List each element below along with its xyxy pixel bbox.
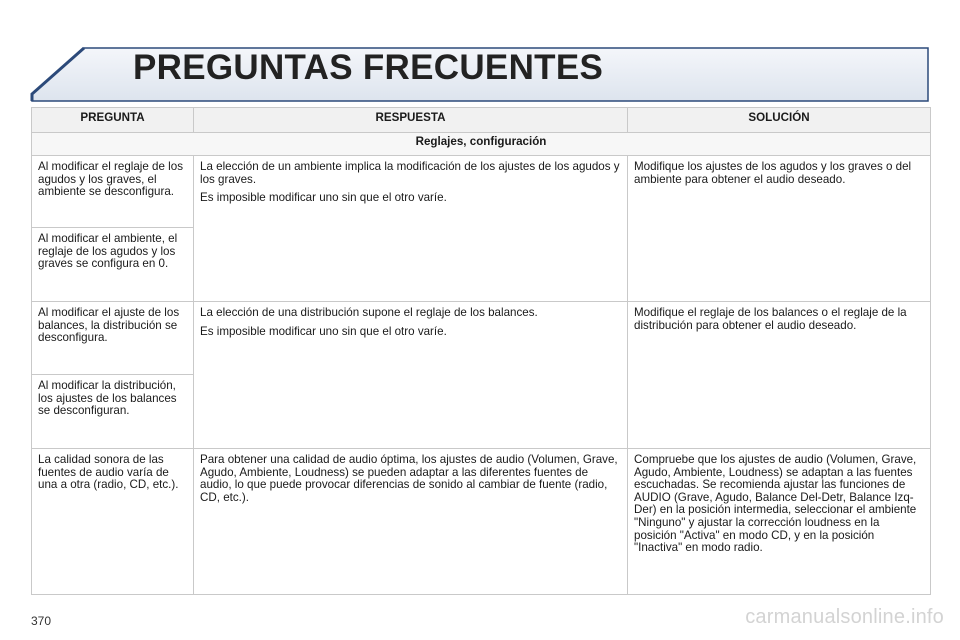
answer-text: La elección de un ambiente implica la modificación de los ajustes de los agudos y los graves. xyxy=(200,160,620,186)
answer-text: Es imposible modificar uno sin que el otro varíe. xyxy=(200,324,447,338)
column-header-solution: SOLUCIÓN xyxy=(628,108,931,133)
section-row xyxy=(32,133,931,156)
answer-text: Es imposible modificar uno sin que el otro varíe. xyxy=(200,191,447,205)
answer-cell xyxy=(194,156,628,302)
column-header-answer: RESPUESTA xyxy=(194,108,628,133)
page-title: PREGUNTAS FRECUENTES xyxy=(133,48,604,87)
answer-cell: Para obtener una calidad de audio óptima, los ajustes de audio (Volumen, Grave, Agudo, Ambiente, Loudness) se pueden adaptar a las diferentes fuentes de audio, lo que puede provocar diferencias de sonido al cambiar de fuente (radio, CD, etc.). xyxy=(194,449,628,595)
section-title: Reglajes, configuración xyxy=(32,133,931,156)
question-cell: La calidad sonora de las fuentes de audio varía de una a otra (radio, CD, etc.). xyxy=(32,449,194,595)
solution-cell: Compruebe que los ajustes de audio (Volumen, Grave, Agudo, Ambiente, Loudness) se adaptan a las fuentes escuchadas. Se recomienda ajustar las funciones de AUDIO (Grave, Agudo, Balance Del-Detr, Balance Izq-Der) en la posición intermedia, seleccionar el ambiente "Ninguno" y ajustar la corrección loudness en la posición "Activa" en modo CD, y en la posición "Inactiva" en modo radio. xyxy=(628,449,931,595)
question-cell: Al modificar el ambiente, el reglaje de los agudos y los graves se configura en 0. xyxy=(32,228,194,302)
table-row xyxy=(32,156,931,228)
solution-cell: Modifique el reglaje de los balances o el reglaje de la distribución para obtener el audio deseado. xyxy=(628,302,931,449)
answer-text: La elección de una distribución supone el reglaje de los balances. xyxy=(200,306,538,319)
table-row xyxy=(32,449,931,595)
table-header-row xyxy=(32,108,931,133)
table-row xyxy=(32,302,931,375)
column-header-question: PREGUNTA xyxy=(32,108,194,133)
question-cell: Al modificar el ajuste de los balances, la distribución se desconfigura. xyxy=(32,302,194,375)
faq-table xyxy=(31,107,931,595)
solution-cell: Modifique los ajustes de los agudos y los graves o del ambiente para obtener el audio deseado. xyxy=(628,156,931,302)
header-banner xyxy=(0,0,960,110)
answer-cell xyxy=(194,302,628,449)
page-number: 370 xyxy=(31,614,52,628)
question-cell: Al modificar el reglaje de los agudos y los graves, el ambiente se desconfigura. xyxy=(32,156,194,228)
question-cell: Al modificar la distribución, los ajustes de los balances se desconfiguran. xyxy=(32,375,194,449)
watermark: carmanualsonline.info xyxy=(745,606,944,628)
